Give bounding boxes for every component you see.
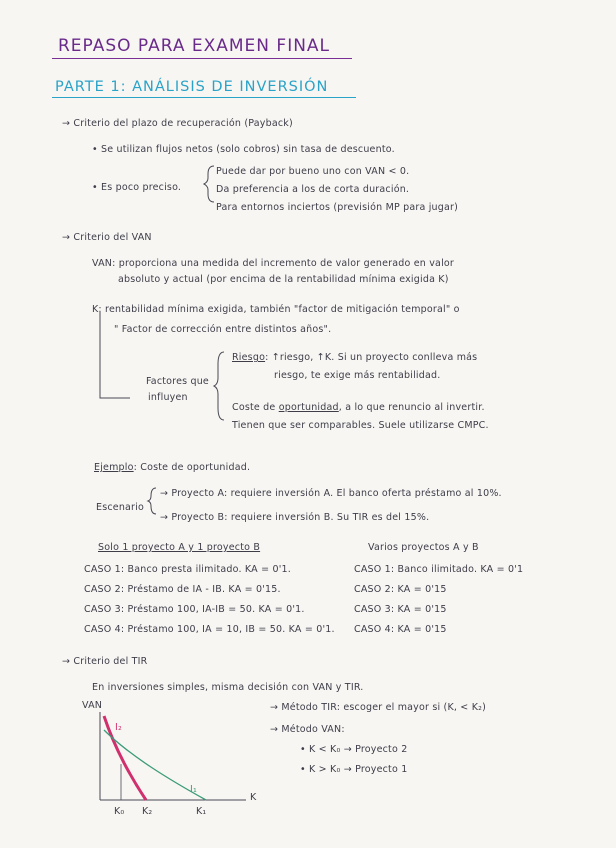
payback-reason-2: Da preferencia a los de corta duración. bbox=[216, 184, 410, 195]
payback-reason-3: Para entornos inciertos (previsión MP para jugar) bbox=[216, 202, 459, 213]
left-case-3: CASO 3: Préstamo 100, IA-IB = 50. KA = 0'1. bbox=[84, 604, 305, 615]
right-case-2: CASO 2: KA = 0'15 bbox=[354, 584, 447, 595]
coste-line-2: Tienen que ser comparables. Suele utilizarse CMPC. bbox=[232, 420, 489, 431]
tir-intro: En inversiones simples, misma decisión con VAN y TIR. bbox=[92, 682, 364, 693]
graph-y-label: VAN bbox=[82, 700, 103, 711]
riesgo-text: : ↑riesgo, ↑K. Si un proyecto conlleva más bbox=[265, 352, 478, 363]
proyecto-b: → Proyecto B: requiere inversión B. Su TIR es del 15%. bbox=[160, 512, 430, 523]
left-case-4: CASO 4: Préstamo 100, IA = 10, IB = 50. KA = 0'1. bbox=[84, 624, 335, 635]
part-heading: PARTE 1: ANÁLISIS DE INVERSIÓN bbox=[55, 79, 329, 95]
tir-van-case-2: • K > K₀ → Proyecto 1 bbox=[300, 764, 408, 775]
van-definition-line-2: absoluto y actual (por encima de la rentabilidad mínima exigida K) bbox=[118, 274, 449, 285]
graph-x-label: K bbox=[250, 792, 257, 803]
factores-label-2: influyen bbox=[148, 392, 188, 403]
payback-reason-1: Puede dar por bueno uno con VAN < 0. bbox=[216, 166, 410, 177]
riesgo-line-2: riesgo, te exige más rentabilidad. bbox=[274, 370, 441, 381]
left-case-1: CASO 1: Banco presta ilimitado. KA = 0'1. bbox=[84, 564, 291, 575]
graph-tick-k2: K₂ bbox=[142, 806, 153, 817]
payback-bullet-1: • Se utilizan flujos netos (solo cobros) sin tasa de descuento. bbox=[92, 144, 395, 155]
right-cases-title: Varios proyectos A y B bbox=[368, 542, 479, 553]
van-definition-line-1: VAN: proporciona una medida del incremento de valor generado en valor bbox=[92, 258, 455, 269]
k-bracket-line bbox=[100, 312, 130, 398]
coste-word-1: Coste de bbox=[232, 402, 276, 413]
graph-tick-k0: K₀ bbox=[114, 806, 125, 817]
graph-curve-i1 bbox=[104, 730, 206, 800]
payback-brace bbox=[204, 166, 214, 202]
k-definition-line-2: " Factor de corrección entre distintos años". bbox=[114, 324, 332, 335]
van-heading: → Criterio del VAN bbox=[62, 232, 152, 243]
graph-i1-label: I₁ bbox=[190, 784, 198, 795]
factores-brace bbox=[214, 352, 224, 420]
graph-tick-k1: K₁ bbox=[196, 806, 207, 817]
tir-method-tir: → Método TIR: escoger el mayor si (K, < K₂) bbox=[270, 702, 487, 713]
factores-label-1: Factores que bbox=[146, 376, 209, 387]
tir-heading: → Criterio del TIR bbox=[62, 656, 148, 667]
k-definition-line-1: K: rentabilidad mínima exigida, también "factor de mitigación temporal" o bbox=[92, 304, 460, 315]
ejemplo-rest: : Coste de oportunidad. bbox=[133, 462, 251, 473]
left-case-2: CASO 2: Préstamo de IA - IB. KA = 0'15. bbox=[84, 584, 281, 595]
escenario-label: Escenario bbox=[96, 502, 145, 513]
graph-curve-i2 bbox=[104, 716, 146, 800]
right-case-1: CASO 1: Banco ilimitado. KA = 0'1 bbox=[354, 564, 524, 575]
ejemplo-label: Ejemplo bbox=[94, 462, 134, 473]
left-cases-title: Solo 1 proyecto A y 1 proyecto B bbox=[98, 542, 261, 553]
right-case-4: CASO 4: KA = 0'15 bbox=[354, 624, 447, 635]
payback-heading: → Criterio del plazo de recuperación (Payback) bbox=[62, 118, 293, 129]
right-case-3: CASO 3: KA = 0'15 bbox=[354, 604, 447, 615]
coste-text: , a lo que renuncio al invertir. bbox=[338, 402, 485, 413]
tir-van-case-1: • K < K₀ → Proyecto 2 bbox=[300, 744, 408, 755]
tir-method-van: → Método VAN: bbox=[270, 724, 345, 735]
coste-word-2: oportunidad bbox=[278, 402, 339, 413]
proyecto-a: → Proyecto A: requiere inversión A. El banco oferta préstamo al 10%. bbox=[160, 488, 502, 499]
payback-bullet-2: • Es poco preciso. bbox=[92, 182, 182, 193]
graph-i2-label: I₂ bbox=[115, 722, 123, 733]
page-title: REPASO PARA EXAMEN FINAL bbox=[58, 36, 331, 56]
riesgo-word: Riesgo bbox=[232, 352, 266, 363]
escenario-brace bbox=[148, 488, 156, 514]
